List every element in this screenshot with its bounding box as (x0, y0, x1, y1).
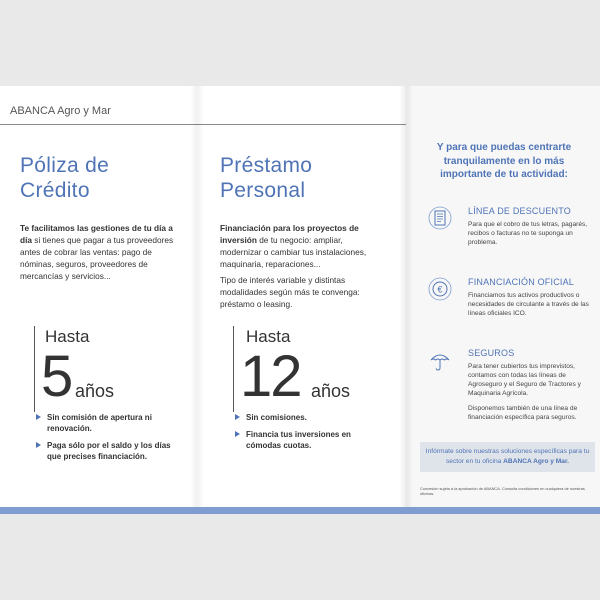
prestamo-vertical-rule (233, 326, 234, 412)
poliza-vertical-rule (34, 326, 35, 412)
feature-title: LÍNEA DE DESCUENTO (468, 206, 571, 216)
prestamo-title-line-1: Préstamo (220, 154, 313, 177)
panel-prestamo-personal (197, 86, 406, 507)
legal-note: Concesión sujeta a la aprobación de ABANCA. Consulta condiciones en cualquiera de nuestras oficinas. (420, 486, 585, 497)
info-text-bold: ABANCA Agro y Mar. (503, 457, 569, 465)
prestamo-bullet-text: Financia tus inversiones en cómodas cuotas. (246, 430, 351, 450)
brand-name: ABANCA Agro y Mar (10, 105, 111, 117)
document-icon (428, 206, 452, 230)
info-text: Infórmate sobre nuestras soluciones específicas para tu sector en tu oficina (425, 448, 590, 465)
fold-shadow-2 (399, 86, 413, 507)
umbrella-icon (428, 348, 452, 372)
prestamo-title-line-2: Personal (220, 179, 306, 202)
poliza-term-unit: años (75, 381, 115, 401)
poliza-bullet-list (36, 412, 186, 468)
poliza-description (20, 222, 185, 282)
prestamo-bullet-list (235, 412, 385, 457)
feature-description-2: Disponemos también de una línea de financiación específica para seguros. (468, 405, 578, 421)
prestamo-description-rest: de tu negocio: ampliar, modernizar o cambiar tus instalaciones, maquinaria, reparaciones... (220, 235, 367, 269)
info-box (420, 442, 595, 472)
list-item (36, 440, 186, 462)
prestamo-title (220, 153, 312, 203)
poliza-term-number: 5 (41, 344, 72, 409)
fold-shadow-1 (190, 86, 204, 507)
triangle-bullet-icon (36, 414, 41, 420)
poliza-description-rest: si tienes que pagar a tus proveedores antes de cobrar las ventas: pago de nóminas, seguros, proveedores de mercancías y servicios... (20, 235, 174, 281)
panel-additional-services (406, 86, 600, 507)
list-item (235, 412, 385, 423)
bottom-color-band (0, 507, 600, 514)
brochure (0, 86, 600, 514)
poliza-title-line-1: Póliza de (20, 154, 110, 177)
prestamo-hasta: Hasta (246, 327, 291, 346)
list-item (235, 429, 385, 451)
prestamo-term-unit: años (311, 381, 351, 401)
list-item (36, 412, 186, 434)
prestamo-description (220, 222, 380, 270)
prestamo-bullet-text: Sin comisiones. (246, 413, 307, 422)
feature-description: Financiamos tus activos productivos o necesidades de circulante a través de las líneas oficiales ICO. (468, 292, 589, 317)
poliza-hasta: Hasta (45, 327, 90, 346)
euro-coin-icon (428, 277, 452, 301)
feature-description: Para que el cobro de tus letras, pagarés, recibos o facturas no te suponga un problema. (468, 221, 588, 246)
poliza-bullet-text: Sin comisión de apertura ni renovación. (47, 413, 152, 433)
poliza-title (20, 153, 109, 203)
feature-title: SEGUROS (468, 348, 515, 358)
services-intro: Y para que puedas centrarte tranquilamente en lo más importante de tu actividad: (436, 142, 572, 180)
prestamo-description-2: Tipo de interés variable y distintas modalidades según más te convenga: préstamo o leasing. (220, 275, 360, 309)
poliza-title-line-2: Crédito (20, 179, 90, 202)
triangle-bullet-icon (235, 414, 240, 420)
feature-title: FINANCIACIÓN OFICIAL (468, 277, 575, 287)
poliza-bullet-text: Paga sólo por el saldo y los días que precises financiación. (47, 441, 171, 461)
prestamo-description-bold: Financiación para los proyectos de inversión (220, 223, 359, 245)
poliza-description-bold: Te facilitamos las gestiones de tu día a día (20, 223, 173, 245)
panel-poliza-credito (0, 86, 197, 507)
triangle-bullet-icon (235, 431, 240, 437)
feature-description: Para tener cubiertos tus imprevistos, contamos con todas las líneas de Agroseguro y el Seguro de Tractores y Maquinaria Agrícola. (468, 363, 581, 397)
prestamo-term-number: 12 (240, 344, 301, 409)
svg-text:€: € (437, 284, 443, 295)
triangle-bullet-icon (36, 442, 41, 448)
